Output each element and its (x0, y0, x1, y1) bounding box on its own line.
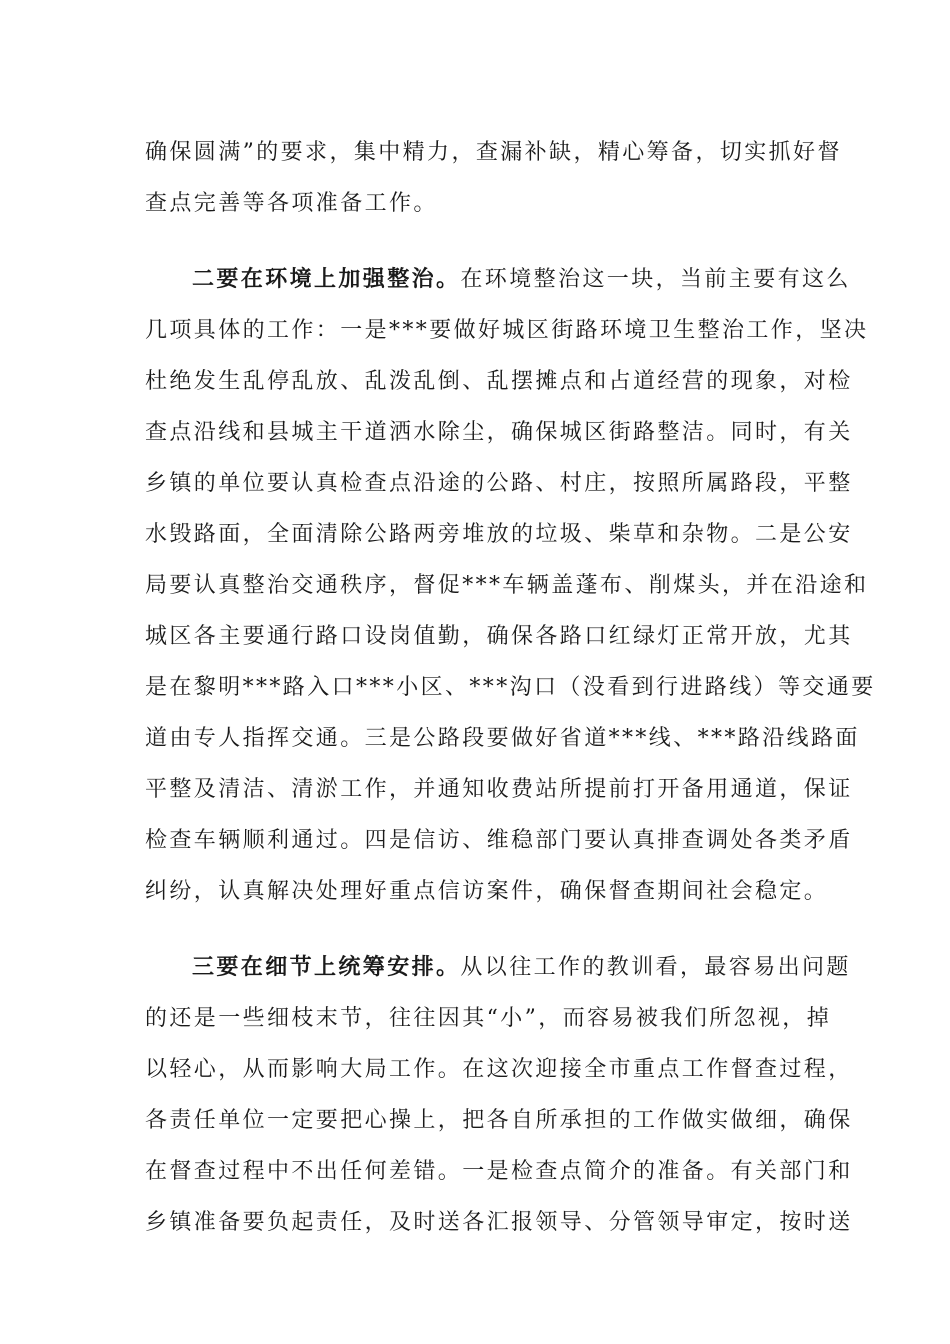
paragraph-first-line (145, 254, 851, 305)
paragraph-line: 城区各主要通行路口设岗值勤，确保各路口红绿灯正常开放，尤其 (145, 624, 853, 649)
paragraph-line: 各责任单位一定要把心操上，把各自所承担的工作做实做细，确保 (145, 1108, 853, 1133)
paragraph-line: 是在黎明***路入口***小区、***沟口（没看到行进路线）等交通要 (145, 675, 876, 700)
paragraph-line: 杜绝发生乱停乱放、乱泼乱倒、乱摆摊点和占道经营的现象，对检 (145, 369, 853, 394)
paragraph-text: 从以往工作的教训看，最容易出问题 (460, 955, 851, 980)
paragraph-line: 水毁路面，全面清除公路两旁堆放的垃圾、柴草和杂物。二是公安 (145, 522, 853, 547)
paragraph-line: 确保圆满”的要求，集中精力，查漏补缺，精心筹备，切实抓好督 (145, 140, 842, 165)
paragraph-line: 以轻心，从而影响大局工作。在这次迎接全市重点工作督查过程， (145, 1057, 853, 1082)
paragraph-line: 纠纷，认真解决处理好重点信访案件，确保督查期间社会稳定。 (145, 879, 829, 904)
paragraph-line: 道由专人指挥交通。三是公路段要做好省道***线、***路沿线路面 (145, 726, 860, 751)
paragraph-heading: 二要在环境上加强整治。 (192, 266, 461, 292)
paragraph-first-line (145, 942, 851, 993)
paragraph-line: 局要认真整治交通秩序，督促***车辆盖蓬布、削煤头，并在沿途和 (145, 573, 869, 598)
paragraph-line: 检查车辆顺利通过。四是信访、维稳部门要认真排查调处各类矛盾 (145, 828, 853, 853)
paragraph-line: 查点完善等各项准备工作。 (145, 191, 438, 216)
paragraph-line: 在督查过程中不出任何差错。一是检查点简介的准备。有关部门和 (145, 1159, 853, 1184)
paragraph-line: 乡镇的单位要认真检查点沿途的公路、村庄，按照所属路段，平整 (145, 471, 853, 496)
document-body (145, 127, 876, 1248)
paragraph-line: 查点沿线和县城主干道洒水除尘，确保城区街路整洁。同时，有关 (145, 420, 853, 445)
paragraph-line: 几项具体的工作：一是***要做好城区街路环境卫生整治工作，坚决 (145, 318, 869, 343)
paragraph-line: 的还是一些细枝末节，往往因其“小”，而容易被我们所忽视，掉 (145, 1006, 832, 1031)
paragraph-gap (145, 229, 809, 254)
paragraph-heading: 三要在细节上统筹安排。 (192, 954, 461, 980)
paragraph-line: 乡镇准备要负起责任，及时送各汇报领导、分管领导审定，按时送 (145, 1210, 853, 1235)
paragraph-line: 平整及清洁、清淤工作，并通知收费站所提前打开备用通道，保证 (145, 777, 853, 802)
paragraph-gap (145, 917, 809, 942)
paragraph-text: 在环境整治这一块，当前主要有这么 (460, 267, 851, 292)
